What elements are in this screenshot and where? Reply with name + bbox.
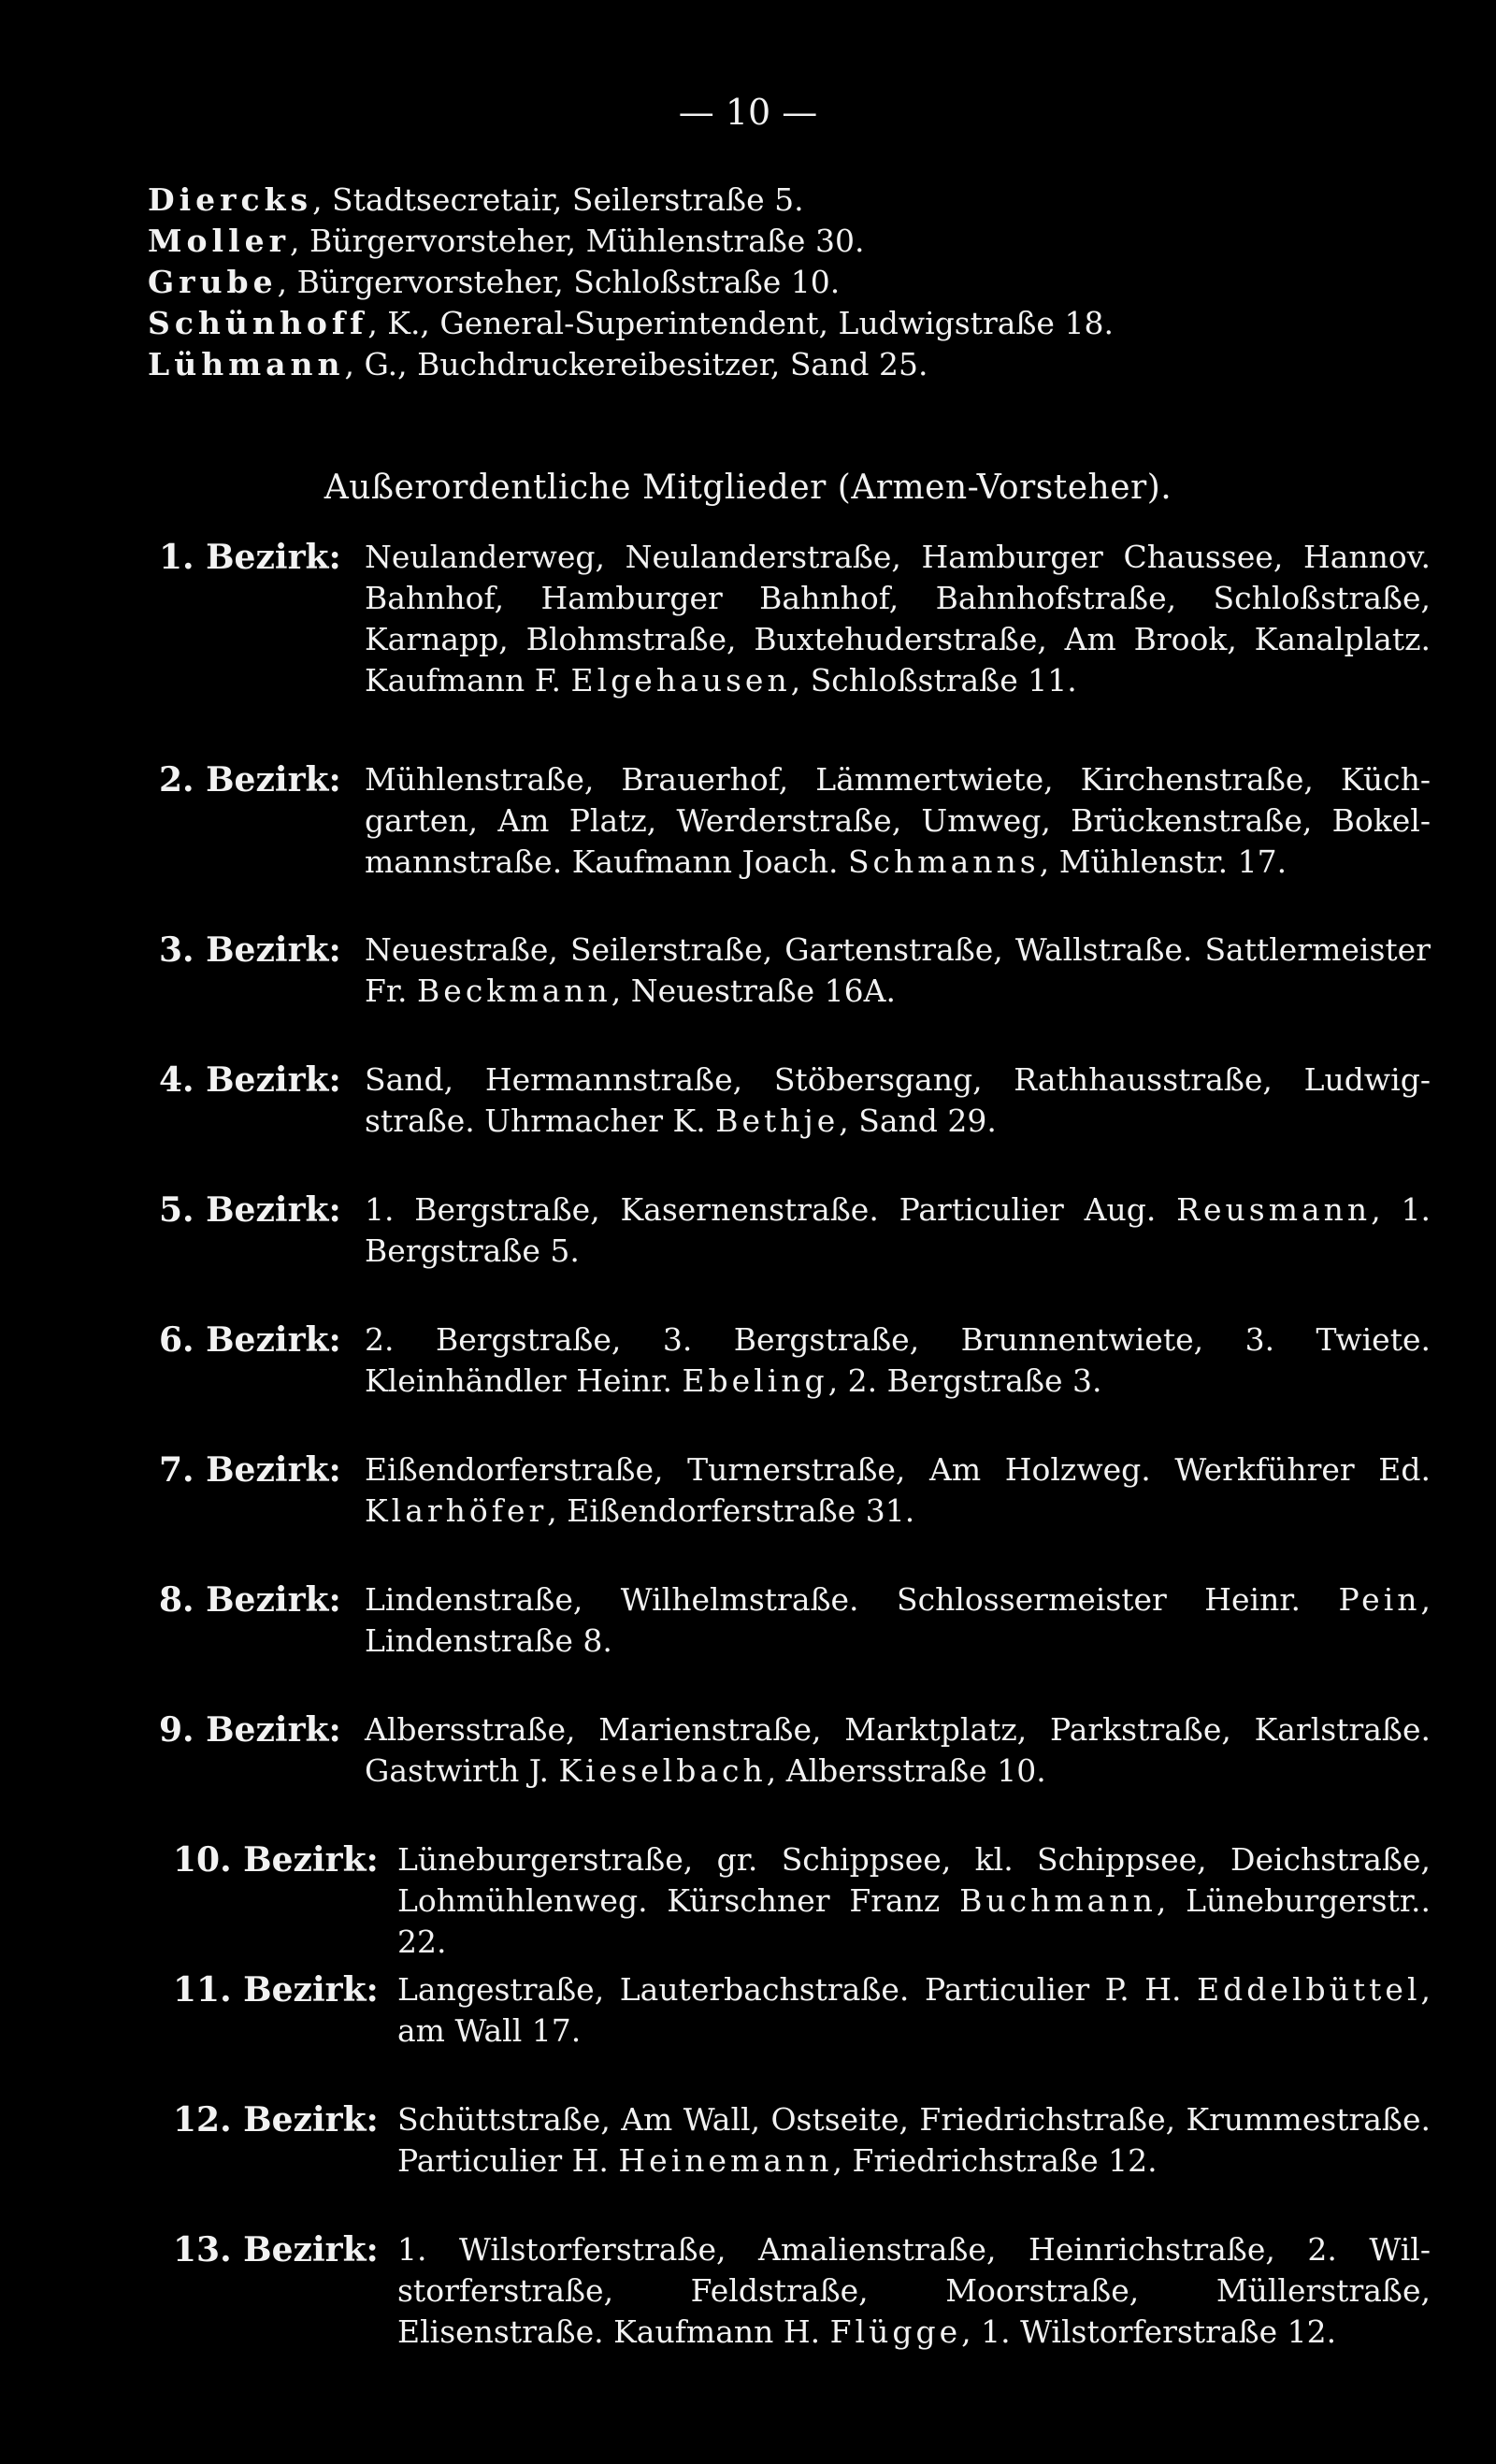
warden-occupation: Sattlermeister Fr. xyxy=(365,931,1431,1009)
member-name: Moller xyxy=(148,223,290,259)
district-streets: Neuestraße, Seilerstraße, Gartenstraße, Wallstraße. xyxy=(365,931,1193,968)
district-entry xyxy=(173,2099,1431,2182)
district-label: 7. Bezirk: xyxy=(159,1450,341,1490)
warden-name: Ebeling xyxy=(682,1362,828,1399)
district-streets: Lindenstraße, Wilhelmstraße. xyxy=(365,1581,859,1618)
district-text xyxy=(365,929,1431,1012)
warden-name: Eddelbüttel xyxy=(1197,1971,1421,2008)
warden-address: , 1. Wilstorferstraße 12. xyxy=(961,2313,1337,2350)
warden-address: , Lindenstraße 8. xyxy=(365,1581,1431,1659)
warden-address: , 2. Bergstraße 3. xyxy=(827,1362,1102,1399)
district-entry xyxy=(173,2229,1431,2353)
member-list xyxy=(148,180,1401,385)
district-label: 2. Bezirk: xyxy=(159,760,341,800)
district-label: 6. Bezirk: xyxy=(159,1320,341,1360)
district-entry xyxy=(159,929,1431,1012)
warden-address: , Schloßstraße 11. xyxy=(790,662,1077,699)
district-entry xyxy=(173,1969,1431,2052)
warden-name: Heinemann xyxy=(618,2142,833,2179)
district-text xyxy=(365,759,1431,883)
district-text xyxy=(397,2099,1431,2182)
warden-name: Pein xyxy=(1338,1581,1421,1618)
district-streets: Albersstraße, Marienstraße, Marktplatz, Parkstraße, Karlstraße. xyxy=(365,1711,1431,1748)
warden-name: Flügge xyxy=(829,2313,962,2350)
warden-name: Beckmann xyxy=(417,973,611,1009)
member-details: , Stadtsecretair, Seilerstraße 5. xyxy=(312,181,804,218)
district-streets: Mühlenstraße, Brauerhof, Lämmertwiete, Kirchenstraße, Küchgarten, Am Platz, Werderstraße, Umweg, Brückenstraße, Bokelmannstraße. xyxy=(365,761,1431,880)
district-entry xyxy=(173,1839,1431,1963)
district-entry xyxy=(159,537,1431,701)
member-details: , Bürgervorsteher, Schloßstraße 10. xyxy=(277,264,841,300)
district-text xyxy=(365,1579,1431,1662)
member-details: , K., General-Superintendent, Ludwigstraße 18. xyxy=(367,305,1114,341)
district-label: 4. Bezirk: xyxy=(159,1060,341,1100)
district-streets: Lüneburgerstraße, gr. Schippsee, kl. Schippsee, Deichstraße, Lohmühlenweg. xyxy=(397,1841,1431,1919)
district-text xyxy=(365,1319,1431,1402)
warden-occupation: Particulier H. xyxy=(397,2142,609,2179)
warden-name: Reusmann xyxy=(1176,1191,1372,1228)
warden-address: , Friedrichstraße 12. xyxy=(832,2142,1158,2179)
member-details: , Bürgervorsteher, Mühlenstraße 30. xyxy=(290,223,865,259)
district-label: 11. Bezirk: xyxy=(173,1970,379,2010)
warden-address: , Lüneburgerstr.. 22. xyxy=(397,1882,1431,1960)
district-streets: Schüttstraße, Am Wall, Ostseite, Friedrichstraße, Krummestraße. xyxy=(397,2101,1431,2138)
district-entry xyxy=(159,1709,1431,1792)
district-text xyxy=(365,1709,1431,1792)
warden-address: , 1. Bergstraße 5. xyxy=(365,1191,1431,1269)
member-entry xyxy=(148,262,1401,303)
warden-occupation: Kleinhändler Heinr. xyxy=(365,1362,672,1399)
district-text xyxy=(365,1449,1431,1532)
warden-occupation: Particulier P. H. xyxy=(924,1971,1182,2008)
warden-occupation: Schlossermeister Heinr. xyxy=(897,1581,1301,1618)
warden-occupation: Kaufmann F. xyxy=(365,662,562,699)
warden-occupation: Uhrmacher K. xyxy=(484,1102,706,1139)
district-label: 5. Bezirk: xyxy=(159,1190,341,1230)
warden-occupation: Kürschner Franz xyxy=(667,1882,941,1919)
warden-address: , Neuestraße 16A. xyxy=(611,973,896,1009)
warden-name: Klarhöfer xyxy=(365,1492,548,1529)
member-name: Schünhoff xyxy=(148,305,368,341)
district-entry xyxy=(159,1449,1431,1532)
member-name: Lühmann xyxy=(148,346,345,382)
district-entry xyxy=(159,1579,1431,1662)
district-text xyxy=(397,2229,1431,2353)
district-streets: Eißendorferstraße, Turnerstraße, Am Holzweg. xyxy=(365,1451,1151,1488)
district-label: 3. Bezirk: xyxy=(159,930,341,970)
section-heading: Außerordentliche Mitglieder (Armen-Vorsteher). xyxy=(324,468,1172,507)
district-text xyxy=(365,1189,1431,1272)
warden-occupation: Particulier Aug. xyxy=(899,1191,1157,1228)
warden-address: , Sand 29. xyxy=(839,1102,997,1139)
warden-occupation: Kaufmann Joach. xyxy=(571,843,839,880)
district-streets: Sand, Hermannstraße, Stöbersgang, Rathhausstraße, Ludwigstraße. xyxy=(365,1061,1431,1139)
member-entry xyxy=(148,180,1401,221)
district-label: 1. Bezirk: xyxy=(159,538,341,577)
district-text xyxy=(397,1839,1431,1963)
page-number: — 10 — xyxy=(678,92,818,133)
district-entry xyxy=(159,1319,1431,1402)
district-streets: Langestraße, Lauterbachstraße. xyxy=(397,1971,910,2008)
warden-address: , Mühlenstr. 17. xyxy=(1039,843,1287,880)
district-entry xyxy=(159,1189,1431,1272)
member-entry xyxy=(148,221,1401,262)
district-label: 8. Bezirk: xyxy=(159,1580,341,1620)
district-text xyxy=(365,537,1431,701)
warden-name: Bethje xyxy=(715,1102,840,1139)
warden-name: Kieselbach xyxy=(558,1752,767,1789)
warden-occupation: Gastwirth J. xyxy=(365,1752,549,1789)
member-details: , G., Buchdruckereibesitzer, Sand 25. xyxy=(344,346,928,382)
member-name: Diercks xyxy=(148,181,313,218)
warden-name: Schmanns xyxy=(847,843,1040,880)
warden-occupation: Werkführer Ed. xyxy=(1174,1451,1431,1488)
district-label: 13. Bezirk: xyxy=(173,2230,379,2269)
district-entry xyxy=(159,1059,1431,1142)
warden-name: Elgehausen xyxy=(570,662,791,699)
member-name: Grube xyxy=(148,264,278,300)
district-label: 12. Bezirk: xyxy=(173,2100,379,2140)
warden-address: , Eißendorferstraße 31. xyxy=(547,1492,915,1529)
district-entry xyxy=(159,759,1431,883)
warden-occupation: Kaufmann H. xyxy=(613,2313,821,2350)
district-text xyxy=(365,1059,1431,1142)
district-label: 10. Bezirk: xyxy=(173,1840,379,1880)
member-entry xyxy=(148,303,1401,344)
district-streets: 2. Bergstraße, 3. Bergstraße, Brunnentwiete, 3. Twiete. xyxy=(365,1321,1431,1358)
warden-name: Buchmann xyxy=(959,1882,1157,1919)
member-entry xyxy=(148,344,1401,385)
district-text xyxy=(397,1969,1431,2052)
district-streets: 1. Bergstraße, Kasernenstraße. xyxy=(365,1191,879,1228)
warden-address: , am Wall 17. xyxy=(397,1971,1431,2049)
district-streets: Neulanderweg, Neulanderstraße, Hamburger Chaussee, Hannov. Bahnhof, Hamburger Bahnhof, Bahnhofstraße, Schloßstraße, Karnapp, Blohmstraße, Buxtehuderstraße, Am Brook, Kanalplatz. xyxy=(365,539,1431,657)
district-streets: 1. Wilstorferstraße, Amalienstraße, Heinrichstraße, 2. Wilstorferstraße, Feldstraße, Moorstraße, Müllerstraße, Elisenstraße. xyxy=(397,2231,1431,2350)
district-label: 9. Bezirk: xyxy=(159,1710,341,1750)
warden-address: , Albersstraße 10. xyxy=(766,1752,1046,1789)
